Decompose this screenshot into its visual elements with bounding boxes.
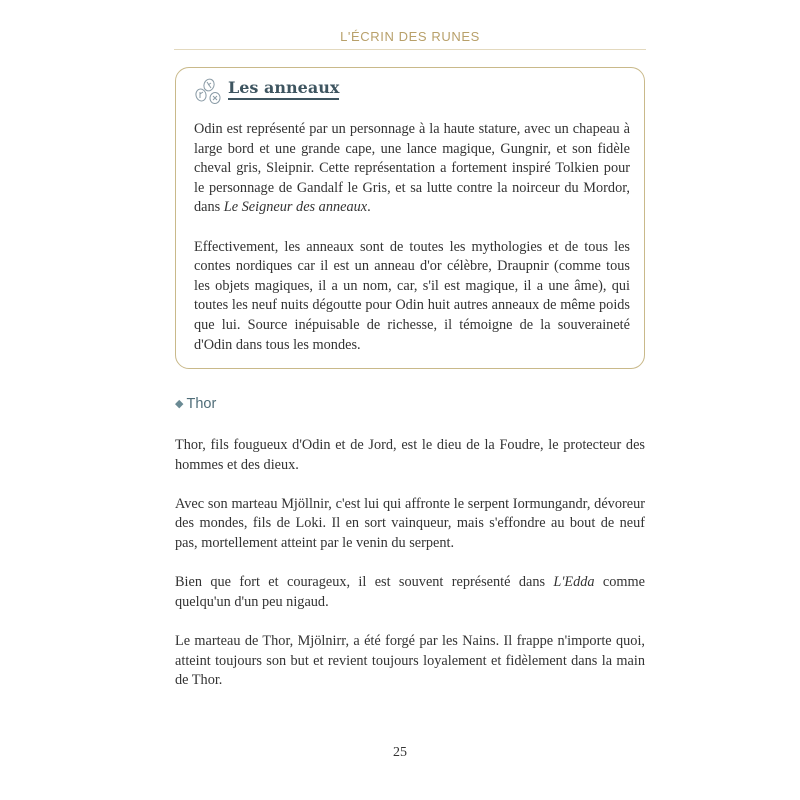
section-heading bbox=[175, 396, 216, 412]
thor-paragraph-3-end: comme quelqu'un d'un peu nigaud. bbox=[175, 574, 646, 610]
box-title: Les anneaux bbox=[228, 78, 339, 100]
header-divider bbox=[174, 49, 646, 50]
box-body bbox=[194, 120, 630, 355]
main-text bbox=[175, 436, 645, 691]
page-number: 25 bbox=[393, 745, 407, 760]
running-title: L'ÉCRIN DES RUNES bbox=[340, 29, 480, 44]
book-title-italic: Le Seigneur des anneaux bbox=[223, 199, 368, 216]
box-paragraph-2: Effectivement, les anneaux sont de toutes les mythologies et de tous les contes nordiques car il est un anneau d'or célèbre, Draupnir (comme tous les objets magiques, il a un nom, car, s'il est magique, il a une âme), qui toutes les neuf nuits dégoutte pour Odin huit autres anneaux de même poids que lui. Source inépuisable de richesse, il témoigne de la souveraineté d'Odin dans tous les mondes. bbox=[194, 238, 630, 353]
edda-title-italic: L'Edda bbox=[553, 574, 595, 591]
runic-stones-icon bbox=[193, 76, 223, 106]
sidebar-box bbox=[175, 67, 645, 369]
section-heading-label: Thor bbox=[186, 396, 217, 412]
thor-paragraph-4: Le marteau de Thor, Mjölnirr, a été forgé par les Nains. Il frappe n'importe quoi, atteint toujours son but et revient toujours loyalement et fidèlement dans la main de Thor. bbox=[175, 632, 645, 689]
box-paragraph-1 bbox=[194, 120, 630, 218]
box-paragraph-1-text: Odin est représenté par un personnage à la haute stature, avec un chapeau à large bord et une grande cape, une lance magique, Gungnir, et son fidèle cheval gris, Sleipnir. Cette représentation a fortement inspiré Tolkien pour le personnage de Gandalf le Gris, et sa lutte contre la noirceur du Mordor, dans bbox=[194, 121, 630, 216]
thor-paragraph-3-text: Bien que fort et courageux, il est souvent représenté dans bbox=[175, 574, 554, 591]
box-paragraph-1-end: . bbox=[367, 199, 371, 216]
thor-paragraph-1: Thor, fils fougueux d'Odin et de Jord, est le dieu de la Foudre, le protecteur des hommes et des dieux. bbox=[175, 437, 645, 473]
diamond-bullet-icon: ◆ bbox=[175, 398, 184, 410]
thor-paragraph-2: Avec son marteau Mjöllnir, c'est lui qui affronte le serpent Iormungandr, dévoreur des mondes, fils de Loki. Il en sort vainqueur, mais s'effondre au bout de neuf pas, mortellement atteint par le venin du serpent. bbox=[175, 495, 645, 551]
thor-paragraph-3 bbox=[175, 573, 645, 612]
